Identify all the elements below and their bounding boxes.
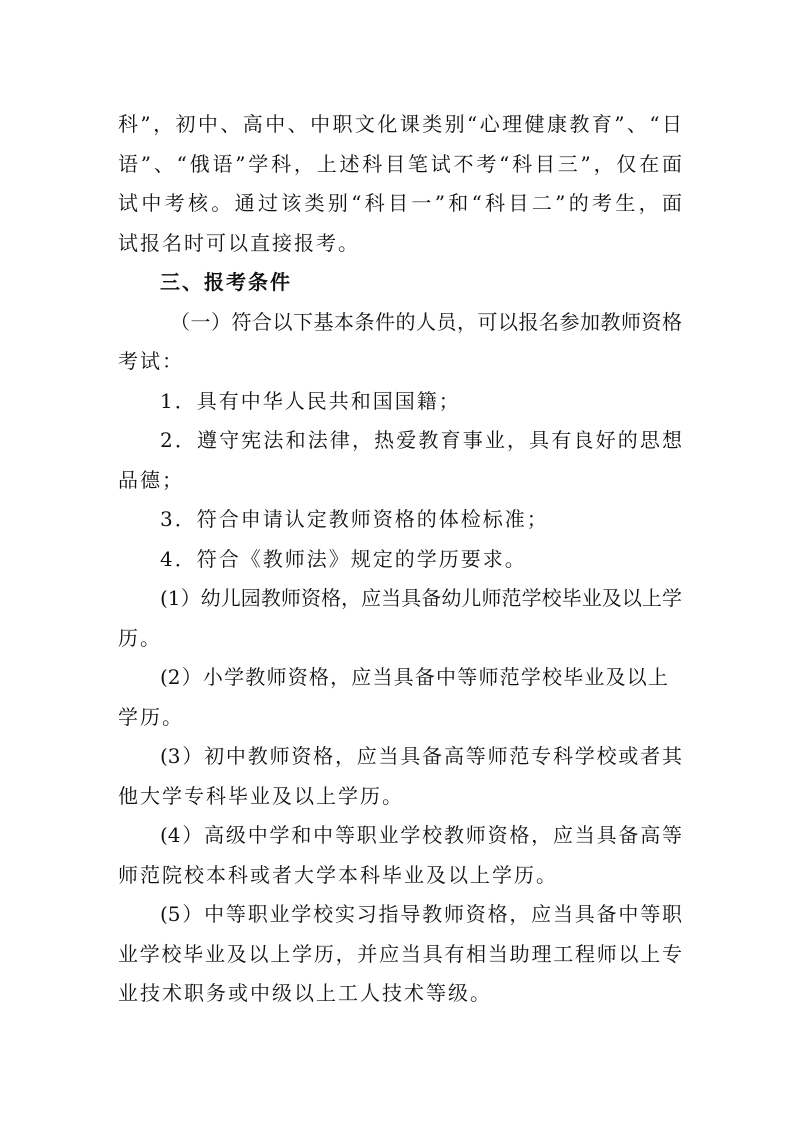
section-heading: 三、报考条件 — [160, 270, 292, 294]
list-item: 4．符合《教师法》规定的学历要求。 — [160, 546, 527, 571]
list-item: (5）中等职业学校实习指导教师资格，应当具备中等职 — [160, 902, 682, 926]
list-item: 2．遵守宪法和法律，热爱教育事业，具有良好的思想 — [160, 428, 682, 452]
list-item: (4）高级中学和中等职业学校教师资格，应当具备高等 — [160, 823, 682, 847]
paragraph-line: （一）符合以下基本条件的人员，可以报名参加教师资格 — [170, 309, 682, 334]
paragraph-line: 学历。 — [118, 704, 184, 729]
list-item: (3）初中教师资格，应当具备高等师范专科学校或者其 — [160, 744, 682, 768]
paragraph-line: 历。 — [118, 625, 162, 650]
list-item: 1．具有中华人民共和国国籍； — [160, 388, 461, 413]
paragraph-line: 试中考核。通过该类别“科目一”和“科目二”的考生，面 — [118, 191, 682, 215]
list-item: (1）幼儿园教师资格，应当具备幼儿师范学校毕业及以上学 — [160, 586, 682, 610]
paragraph-line: 试报名时可以直接报考。 — [118, 230, 360, 255]
paragraph-line: 语”、“俄语”学科，上述科目笔试不考“科目三”，仅在面 — [118, 151, 682, 176]
paragraph-line: 科”，初中、高中、中职文化课类别“心理健康教育”、“日 — [118, 112, 682, 136]
paragraph-line: 品德； — [118, 467, 184, 492]
paragraph-line: 师范院校本科或者大学本科毕业及以上学历。 — [118, 862, 558, 887]
document-page — [118, 105, 682, 1014]
paragraph-line: 业学校毕业及以上学历，并应当具有相当助理工程师以上专 — [118, 941, 682, 966]
paragraph-line: 考试： — [118, 349, 184, 373]
list-item: 3．符合申请认定教师资格的体检标准； — [160, 507, 549, 531]
paragraph-line: 业技术职务或中级以上工人技术等级。 — [118, 981, 492, 1005]
list-item: (2）小学教师资格，应当具备中等师范学校毕业及以上 — [160, 665, 668, 689]
paragraph-line: 他大学专科毕业及以上学历。 — [118, 783, 404, 808]
